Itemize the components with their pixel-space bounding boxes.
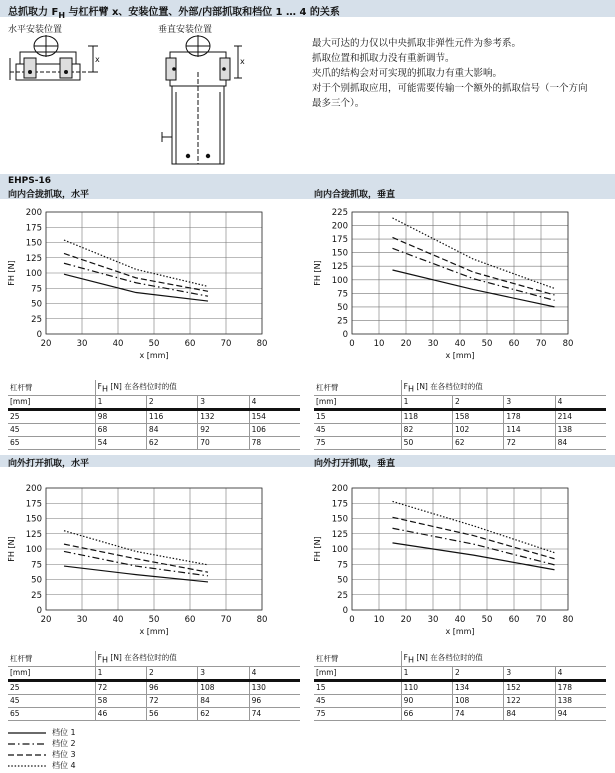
series-line-4 (393, 218, 555, 288)
table-row: 65 46 56 62 74 (8, 707, 300, 720)
x-tick-label: 60 (184, 615, 196, 625)
x-tick-label: 40 (112, 615, 124, 625)
x-tick-label: 80 (562, 339, 574, 349)
vertical-mount-label: 垂直安装位置 (158, 25, 213, 35)
x-tick-label: 80 (256, 339, 268, 349)
horizontal-mount-label: 水平安装位置 (8, 25, 63, 35)
series-line-1 (393, 543, 555, 570)
x-tick-label: 0 (349, 339, 355, 349)
x-tick-label: 40 (454, 615, 466, 625)
table-col: 1 (401, 666, 452, 680)
x-tick-label: 60 (508, 615, 520, 625)
description-line: 最多三个）。 (312, 98, 365, 109)
table-row: 45 82 102 114 138 (314, 423, 606, 436)
data-table-inner-horizontal (8, 380, 300, 450)
y-axis-label: FH [N] (313, 260, 322, 286)
y-axis-label: FH [N] (313, 536, 322, 562)
x-tick-label: 70 (220, 339, 232, 349)
vertical-mount-drawing (156, 32, 256, 168)
horizontal-mount-drawing (6, 32, 106, 92)
y-tick-label: 175 (331, 235, 348, 246)
x-tick-label: 60 (508, 339, 520, 349)
x-tick-label: 50 (481, 615, 493, 625)
table-row: 45 58 72 84 96 (8, 694, 300, 707)
svg-text:x: x (240, 57, 245, 66)
y-axis-label: FH [N] (7, 536, 16, 562)
x-tick-label: 30 (427, 615, 439, 625)
x-tick-label: 20 (40, 339, 52, 349)
x-tick-label: 40 (454, 339, 466, 349)
table-row: 15 118 158 178 214 (314, 409, 606, 423)
chart-inner-horizontal (0, 200, 300, 370)
description-line: 夹爪的结构会对可实现的抓取力有重大影响。 (312, 68, 503, 79)
legend-item: 档位 2 (52, 739, 76, 748)
svg-text:x: x (95, 55, 100, 64)
table-col: 1 (95, 666, 146, 680)
y-tick-label: 0 (342, 330, 348, 340)
table-col: 4 (249, 395, 300, 409)
y-tick-label: 175 (25, 223, 42, 234)
table-row: 65 54 62 70 78 (8, 436, 300, 449)
table-header-force: $F_H$ [N] 在各档位时的值 (95, 651, 300, 666)
table-row: 25 98 116 132 154 (8, 409, 300, 423)
y-tick-label: 0 (36, 606, 42, 616)
y-tick-label: 50 (337, 302, 348, 313)
table-unit: [mm] (314, 395, 401, 409)
x-tick-label: 20 (400, 615, 412, 625)
table-col: 4 (249, 666, 300, 680)
y-axis-label: FH [N] (7, 260, 16, 286)
y-tick-label: 100 (25, 545, 42, 555)
y-tick-label: 75 (337, 289, 348, 300)
table-header-force: $F_H$ [N] 在各档位时的值 (401, 651, 606, 666)
x-tick-label: 50 (148, 615, 160, 625)
page-title: 总抓取力 $F_H$ 与杠杆臂 x、安装位置、外部/内部抓取和档位 1 … 4 的关系 (8, 7, 340, 20)
table-col: 3 (198, 666, 249, 680)
table-unit: [mm] (8, 395, 95, 409)
legend-item: 档位 3 (52, 750, 76, 759)
x-tick-label: 10 (373, 615, 385, 625)
series-line-3 (64, 253, 208, 291)
x-tick-label: 40 (112, 339, 124, 349)
table-col: 3 (504, 395, 555, 409)
table-col: 4 (555, 666, 606, 680)
chart-outer-vertical (306, 476, 606, 646)
series-line-4 (64, 531, 208, 565)
y-tick-label: 125 (25, 529, 42, 540)
y-tick-label: 50 (31, 575, 42, 586)
table-row: 45 90 108 122 138 (314, 694, 606, 707)
x-tick-label: 30 (427, 339, 439, 349)
x-tick-label: 80 (256, 615, 268, 625)
x-tick-label: 10 (373, 339, 385, 349)
table-col: 2 (146, 666, 197, 680)
description-line: 对于个别抓取应用，可能需要传输一个额外的抓取信号（一个方向 (312, 83, 588, 94)
y-tick-label: 200 (331, 484, 348, 494)
x-tick-label: 50 (481, 339, 493, 349)
table-header-lever: 杠杆臂 (8, 651, 95, 666)
y-tick-label: 100 (331, 275, 348, 286)
table-unit: [mm] (314, 666, 401, 680)
table-col: 3 (504, 666, 555, 680)
x-tick-label: 50 (148, 339, 160, 349)
table-col: 1 (401, 395, 452, 409)
series-line-3 (64, 544, 208, 572)
table-row: 75 50 62 72 84 (314, 436, 606, 449)
legend-item: 档位 4 (52, 761, 76, 770)
model-label: EHPS-16 (8, 176, 52, 186)
x-tick-label: 20 (40, 615, 52, 625)
y-tick-label: 150 (25, 514, 42, 525)
table-header-force: $F_H$ [N] 在各档位时的值 (401, 380, 606, 395)
model-header-bar (0, 174, 615, 199)
chart-legend (8, 727, 76, 771)
data-table-outer-vertical (314, 651, 606, 721)
chart-title-inner-horizontal: 向内合拢抓取，水平 (8, 190, 90, 200)
table-row: 45 68 84 92 106 (8, 423, 300, 436)
data-table-outer-horizontal (8, 651, 300, 721)
y-tick-label: 100 (25, 269, 42, 279)
x-tick-label: 0 (349, 615, 355, 625)
x-tick-label: 20 (400, 339, 412, 349)
table-col: 2 (453, 395, 504, 409)
x-axis-label: x [mm] (139, 351, 169, 360)
y-tick-label: 25 (31, 314, 42, 325)
table-col: 1 (95, 395, 146, 409)
y-tick-label: 75 (31, 560, 42, 571)
y-tick-label: 75 (31, 284, 42, 295)
y-tick-label: 125 (331, 529, 348, 540)
y-tick-label: 150 (25, 238, 42, 249)
y-tick-label: 25 (31, 590, 42, 601)
y-tick-label: 50 (31, 299, 42, 310)
legend-item: 档位 1 (52, 728, 76, 737)
table-row: 15 110 134 152 178 (314, 680, 606, 694)
section-header-bar (0, 455, 615, 467)
y-tick-label: 175 (331, 499, 348, 510)
x-tick-label: 30 (76, 615, 88, 625)
description-line: 最大可达的力仅以中央抓取非弹性元件为参考系。 (312, 38, 522, 49)
table-col: 4 (555, 395, 606, 409)
y-tick-label: 175 (25, 499, 42, 510)
x-tick-label: 30 (76, 339, 88, 349)
chart-inner-vertical (306, 200, 606, 370)
series-line-4 (393, 501, 555, 552)
y-tick-label: 200 (25, 484, 42, 494)
y-tick-label: 200 (25, 208, 42, 218)
y-tick-label: 0 (342, 606, 348, 616)
table-header-force: $F_H$ [N] 在各档位时的值 (95, 380, 300, 395)
y-tick-label: 150 (331, 248, 348, 259)
data-table-inner-vertical (314, 380, 606, 450)
y-tick-label: 200 (331, 221, 348, 232)
table-header-lever: 杠杆臂 (8, 380, 95, 395)
x-tick-label: 60 (184, 339, 196, 349)
y-tick-label: 25 (337, 590, 348, 601)
y-tick-label: 125 (331, 262, 348, 273)
series-line-3 (393, 517, 555, 558)
series-line-2 (393, 248, 555, 300)
y-tick-label: 75 (337, 560, 348, 571)
x-tick-label: 70 (220, 615, 232, 625)
description-block (312, 36, 610, 111)
table-col: 3 (198, 395, 249, 409)
series-line-2 (64, 551, 208, 575)
x-tick-label: 70 (535, 615, 547, 625)
x-tick-label: 80 (562, 615, 574, 625)
table-header-lever: 杠杆臂 (314, 651, 401, 666)
x-axis-label: x [mm] (445, 351, 475, 360)
chart-title-inner-vertical: 向内合拢抓取，垂直 (314, 190, 396, 200)
x-tick-label: 70 (535, 339, 547, 349)
chart-title-outer-horizontal: 向外打开抓取，水平 (8, 459, 90, 469)
chart-outer-horizontal (0, 476, 300, 646)
x-axis-label: x [mm] (445, 627, 475, 636)
chart-title-outer-vertical: 向外打开抓取，垂直 (314, 459, 396, 469)
description-line: 抓取位置和抓取力没有重新调节。 (312, 53, 455, 64)
table-col: 2 (453, 666, 504, 680)
y-tick-label: 125 (25, 253, 42, 264)
table-row: 25 72 96 108 130 (8, 680, 300, 694)
y-tick-label: 25 (337, 316, 348, 327)
table-header-lever: 杠杆臂 (314, 380, 401, 395)
table-row: 75 66 74 84 94 (314, 707, 606, 720)
y-tick-label: 150 (331, 514, 348, 525)
y-tick-label: 225 (331, 208, 348, 218)
y-tick-label: 100 (331, 545, 348, 555)
table-col: 2 (146, 395, 197, 409)
y-tick-label: 0 (36, 330, 42, 340)
x-axis-label: x [mm] (139, 627, 169, 636)
y-tick-label: 50 (337, 575, 348, 586)
table-unit: [mm] (8, 666, 95, 680)
